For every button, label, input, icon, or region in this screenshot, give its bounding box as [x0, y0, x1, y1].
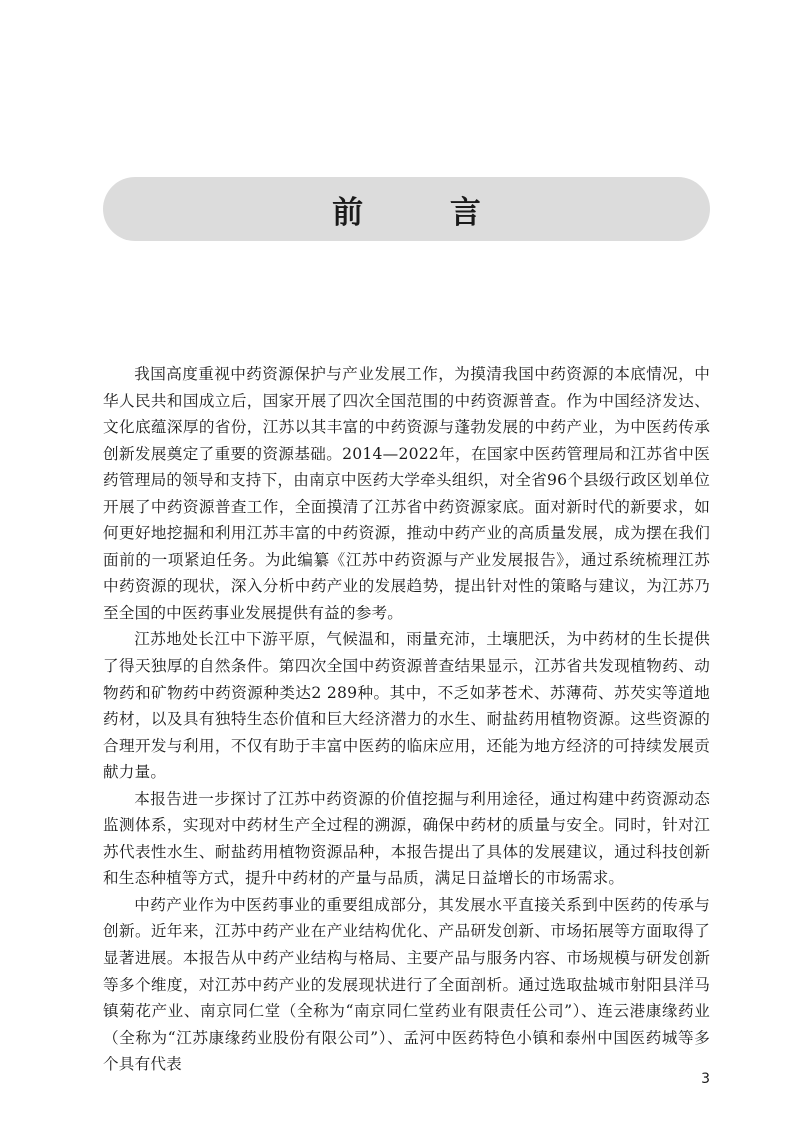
- paragraph-3: 本报告进一步探讨了江苏中药资源的价值挖掘与利用途径，通过构建中药资源动态监测体系，实现对中药材生产全过程的溯源，确保中药材的质量与安全。同时，针对江苏代表性水生、耐盐药用植物资源品种，本报告提出了具体的发展建议，通过科技创新和生态种植等方式，提升中药材的产量与品质，满足日益增长的市场需求。: [103, 789, 710, 888]
- body-text: [103, 361, 710, 1078]
- paragraph-2: 江苏地处长江中下游平原，气候温和，雨量充沛，土壤肥沃，为中药材的生长提供了得天独厚的自然条件。第四次全国中药资源普查结果显示，江苏省共发现植物药、动物药和矿物药中药资源种类达2 289种。其中，不乏如茅苍术、苏薄荷、苏芡实等道地药材，以及具有独特生态价值和巨大经济潜力的水生、耐盐药用植物资源。这些资源的合理开发与利用，不仅有助于丰富中医药的临床应用，还能为地方经济的可持续发展贡献力量。: [103, 630, 710, 782]
- page-number: 3: [701, 1071, 710, 1087]
- paragraph-1: 我国高度重视中药资源保护与产业发展工作，为摸清我国中药资源的本底情况，中华人民共和国成立后，国家开展了四次全国范围的中药资源普查。作为中国经济发达、文化底蕴深厚的省份，江苏以其丰富的中药资源与蓬勃发展的中药产业，为中医药传承创新发展奠定了重要的资源基础。2014—2022年，在国家中医药管理局和江苏省中医药管理局的领导和支持下，由南京中医药大学牵头组织，对全省96个县级行政区划单位开展了中药资源普查工作，全面摸清了江苏省中药资源家底。面对新时代的新要求，如何更好地挖掘和利用江苏丰富的中药资源，推动中药产业的高质量发展，成为摆在我们面前的一项紧迫任务。为此编纂《江苏中药资源与产业发展报告》，通过系统梳理江苏中药资源的现状，深入分析中药产业的发展趋势，提出针对性的策略与建议，为江苏乃至全国的中医药事业发展提供有益的参考。: [103, 365, 710, 622]
- page-title: 前 言: [332, 194, 519, 231]
- paragraph-4: 中药产业作为中医药事业的重要组成部分，其发展水平直接关系到中医药的传承与创新。近年来，江苏中药产业在产业结构优化、产品研发创新、市场拓展等方面取得了显著进展。本报告从中药产业结构与格局、主要产品与服务内容、市场规模与研发创新等多个维度，对江苏中药产业的发展现状进行了全面剖析。通过选取盐城市射阳县洋马镇菊花产业、南京同仁堂（全称为“南京同仁堂药业有限责任公司”）、连云港康缘药业（全称为“江苏康缘药业股份有限公司”）、孟河中医药特色小镇和泰州中国医药城等多个具有代表: [103, 895, 710, 1074]
- title-banner: [103, 177, 710, 241]
